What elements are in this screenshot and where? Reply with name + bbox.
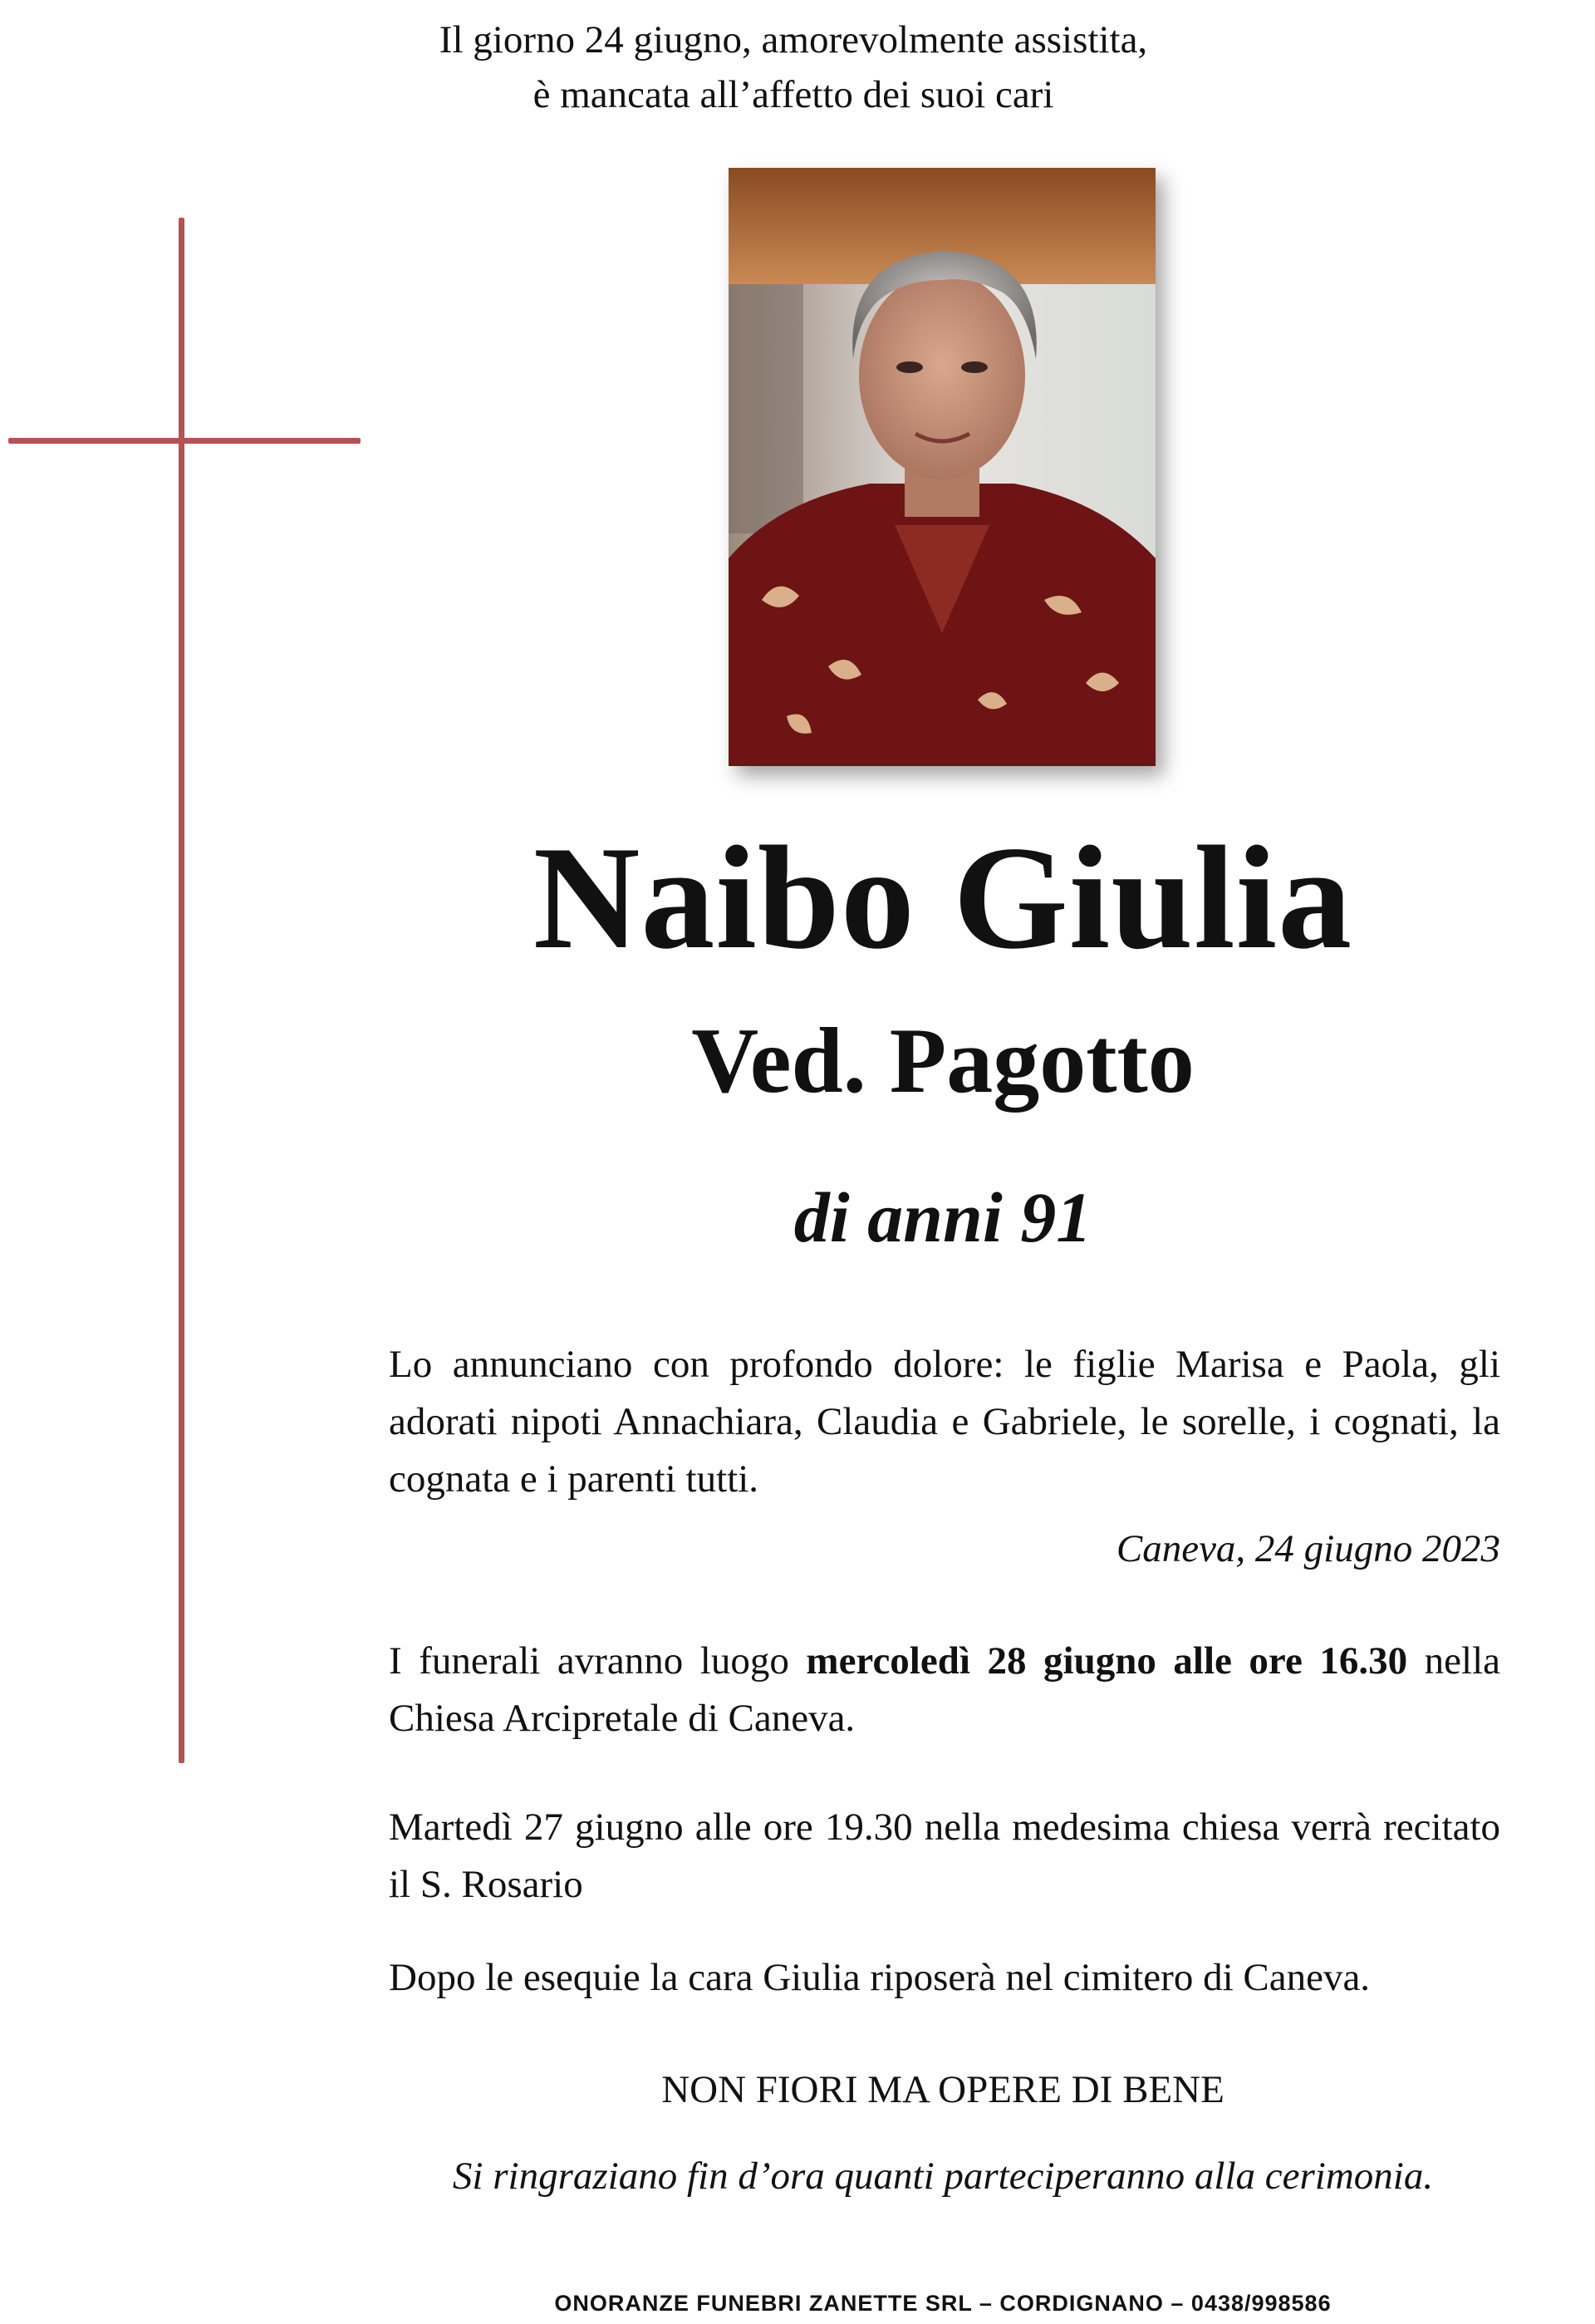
funeral-suffix: nella Chiesa Arcipretale di Caneva. <box>389 1639 1500 1740</box>
burial-paragraph: Dopo le esequie la cara Giulia riposerà nel cimitero di Caneva. <box>389 1956 1371 1999</box>
funeral-home-footer: ONORANZE FUNEBRI ZANETTE SRL – CORDIGNANO – 0438/998586 <box>554 2291 1332 2316</box>
announcement-paragraph: Lo annunciano con profondo dolore: le figlie Marisa e Paola, gli adorati nipoti Annachiara, Claudia e Gabriele, le sorelle, i cognati, la cognata e i parenti tutti. <box>389 1343 1500 1501</box>
place-and-date: Caneva, 24 giugno 2023 <box>1116 1527 1500 1570</box>
deceased-age: di anni 91 <box>793 1177 1092 1257</box>
cross-vertical-bar <box>179 218 184 1763</box>
no-flowers-notice: NON FIORI MA OPERE DI BENE <box>661 2068 1224 2111</box>
funeral-datetime: mercoledì 28 giugno alle ore 16.30 <box>806 1639 1408 1683</box>
intro-line-1: Il giorno 24 giugno, amorevolmente assistita, <box>439 18 1148 61</box>
rosary-paragraph: Martedì 27 giugno alle ore 19.30 nella medesima chiesa verrà recitato il S. Rosario <box>389 1806 1500 1906</box>
deceased-portrait-photo <box>729 168 1156 766</box>
funeral-prefix: I funerali avranno luogo <box>389 1639 807 1683</box>
deceased-name: Naibo Giulia <box>532 815 1353 980</box>
funeral-paragraph <box>389 1633 1500 1747</box>
cross-horizontal-bar <box>8 438 361 444</box>
intro-line-2: è mancata all’affetto dei suoi cari <box>532 73 1054 116</box>
deceased-married-name: Ved. Pagotto <box>691 1010 1195 1113</box>
thanks-line: Si ringraziano fin d’ora quanti parteciperanno alla cerimonia. <box>452 2154 1434 2198</box>
